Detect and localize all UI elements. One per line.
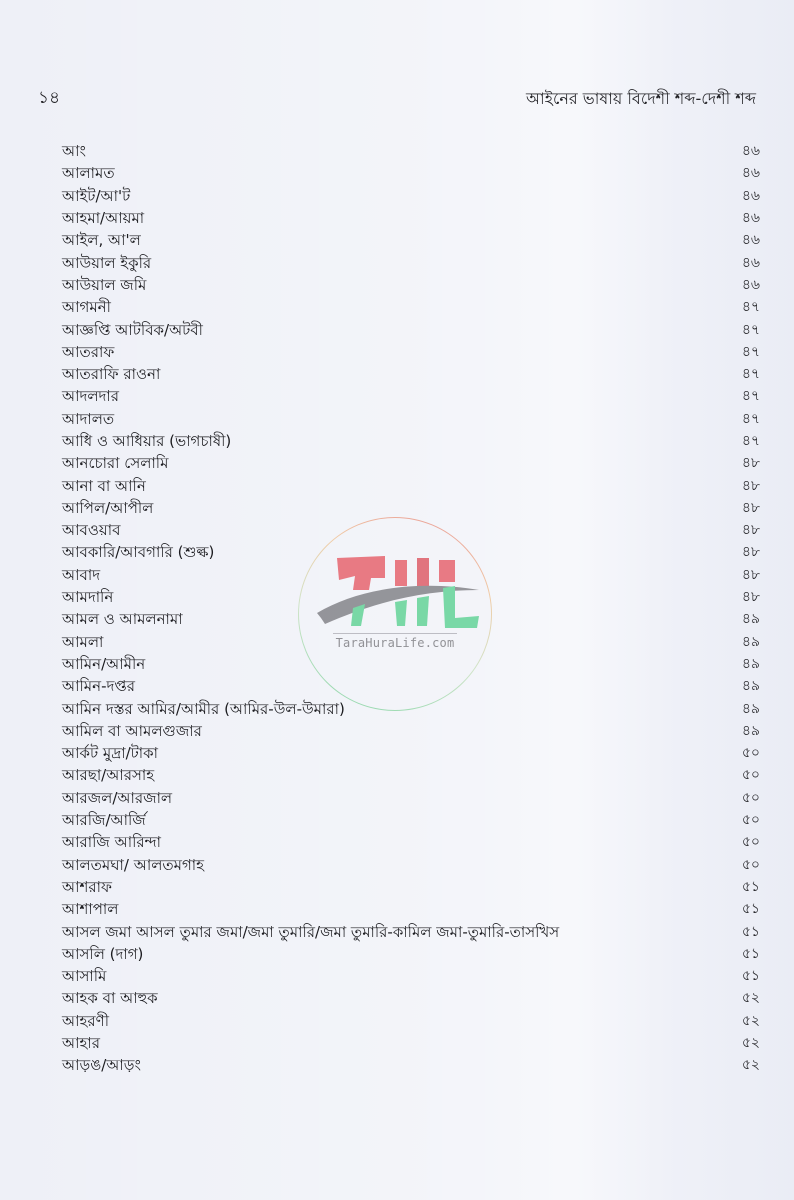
running-header [38,86,756,112]
index-term: আইল, আ'ল [62,231,141,250]
index-entry [62,408,760,430]
index-page-ref: ৫১ [741,945,760,962]
index-page-ref: ৪৬ [741,143,760,160]
index-page-ref: ৫০ [741,789,760,806]
index-term: আমিন/আমীন [62,654,146,673]
index-page-ref: ৫২ [741,1057,760,1074]
index-entry [62,363,760,385]
index-page-ref: ৪৬ [741,276,760,293]
index-page-ref: ৪৭ [741,321,760,338]
index-entry [62,140,760,162]
index-term: আমলা [62,632,104,651]
index-term: আনা বা আনি [62,476,146,495]
index-page-ref: ৫২ [741,990,760,1007]
index-entry [62,854,760,876]
index-page-ref: ৫২ [741,1012,760,1029]
index-page-ref: ৪৭ [741,433,760,449]
index-term: আহক বা আহুক [62,989,158,1008]
index-term: আশরাফ [62,877,112,896]
index-entry [62,831,760,853]
index-entry [62,318,760,340]
index-page-ref: ৪৮ [741,477,760,494]
index-page-ref: ৪৯ [741,655,760,672]
index-page-ref: ৪৬ [741,232,760,249]
index-page-ref: ৫২ [741,1035,760,1052]
index-page-ref: ৪৮ [741,455,760,472]
index-entry [62,430,760,452]
index-page-ref: ৪৮ [741,589,760,606]
index-term: আতরাফি রাওনা [62,365,161,384]
index-term: আহার [62,1034,100,1053]
index-term: আদালত [62,409,115,428]
index-term: আশাপাল [62,900,119,919]
index-page-ref: ৪৬ [741,187,760,204]
index-term: আমল ও আমলনামা [62,610,183,629]
index-entry [62,987,760,1009]
watermark-divider [333,633,457,634]
index-term: আইট/আ'ট [62,186,131,205]
index-page-ref: ৪৭ [741,299,760,316]
index-entry [62,876,760,898]
index-entry [62,474,760,496]
index-entry [62,943,760,965]
index-entry [62,1054,760,1076]
index-page-ref: ৫১ [741,878,760,895]
index-term: আউয়াল জমি [62,275,147,294]
index-page-ref: ৫০ [741,834,760,851]
index-page-ref: ৪৭ [741,343,760,360]
index-entry [62,229,760,251]
watermark-logo [298,517,492,711]
book-title: আইনের ভাষায় বিদেশী শব্দ-দেশী শব্দ [525,88,756,108]
index-entry [62,1032,760,1054]
index-term: আদলদার [62,387,120,406]
index-term: আপিল/আপীল [62,498,154,517]
index-term: আরজল/আরজাল [62,788,173,807]
index-page-ref: ৪৯ [741,678,760,695]
index-term: আবওয়াব [62,521,121,540]
index-page-ref: ৪৯ [741,611,760,628]
index-term: আবাদ [62,565,101,584]
index-page-ref: ৫০ [741,812,760,829]
index-page-ref: ৪৬ [741,254,760,271]
index-entry [62,296,760,318]
index-page-ref: ৫১ [741,901,760,918]
index-term: আসল জমা আসল তুমার জমা/জমা তুমারি/জমা তুমারি-কামিল জমা-তুমারি-তাসখিস [62,922,560,941]
index-term: আমিন দস্তর আমির/আমীর (আমির-উল-উমারা) [62,699,345,718]
index-page-ref: ৪৯ [741,722,760,739]
index-term: আরছা/আরসাহ [62,766,155,785]
index-page-ref: ৫০ [741,745,760,762]
index-term: আমিন-দপ্তর [62,677,135,696]
index-page-ref: ৪৭ [741,388,760,405]
index-entry [62,274,760,296]
index-page-ref: ৫০ [741,856,760,873]
index-page-ref: ৫১ [741,923,760,940]
index-entry [62,497,760,519]
index-term: আরজি/আর্জি [62,811,146,830]
index-term: আরাজি আরিন্দা [62,833,162,852]
index-entry [62,385,760,407]
index-term: আর্কট মুদ্রা/টাকা [62,744,158,763]
index-term: আসামি [62,967,107,986]
index-term: আহমা/আয়মা [62,209,145,228]
watermark-caption: TaraHuraLife.com [335,636,455,650]
index-page-ref: ৪৭ [741,366,760,383]
index-term: আউয়াল ইকুরি [62,253,152,272]
index-page-ref: ৪৯ [741,633,760,650]
index-entry [62,1010,760,1032]
index-entry [62,965,760,987]
index-entry [62,452,760,474]
index-entry [62,251,760,273]
index-entry [62,787,760,809]
index-term: আজ্ঞপ্তি আটবিক/অটবী [62,320,203,339]
index-page-ref: ৪৭ [741,410,760,427]
index-term: আহরণী [62,1011,109,1030]
thl-logo-icon [299,518,491,710]
index-term: আনচোরা সেলামি [62,454,169,473]
index-term: আলতমঘা/ আলতমগাহ [62,855,205,874]
index-page-ref: ৪৮ [741,522,760,539]
index-term: আড়ঙ/আড়ং [62,1056,141,1075]
index-page-ref: ৪৮ [741,566,760,583]
index-page-ref: ৪৮ [741,499,760,516]
index-term: আগমনী [62,298,111,317]
index-entry [62,920,760,942]
index-term: আং [62,142,86,161]
index-page-ref: ৫১ [741,968,760,985]
index-page-ref: ৪৮ [741,544,760,561]
index-term: আধি ও আধিয়ার (ভাগচাষী) [62,432,232,450]
index-term: আলামত [62,164,115,183]
index-entry [62,162,760,184]
page-number: ১৪ [38,88,61,108]
index-entry [62,341,760,363]
index-entry [62,742,760,764]
index-page-ref: ৪৬ [741,165,760,182]
index-term: আমিল বা আমলগুজার [62,721,202,740]
index-term: আমদানি [62,588,114,607]
index-term: আবকারি/আবগারি (শুল্ক) [62,543,215,562]
index-entry [62,720,760,742]
index-entry [62,764,760,786]
index-term: আসলি (দাগ) [62,944,144,963]
index-entry [62,809,760,831]
index-page-ref: ৫০ [741,767,760,784]
index-entry [62,185,760,207]
index-term: আতরাফ [62,342,115,361]
index-entry [62,898,760,920]
index-page-ref: ৪৬ [741,210,760,227]
index-entry [62,207,760,229]
index-page-ref: ৪৯ [741,700,760,717]
